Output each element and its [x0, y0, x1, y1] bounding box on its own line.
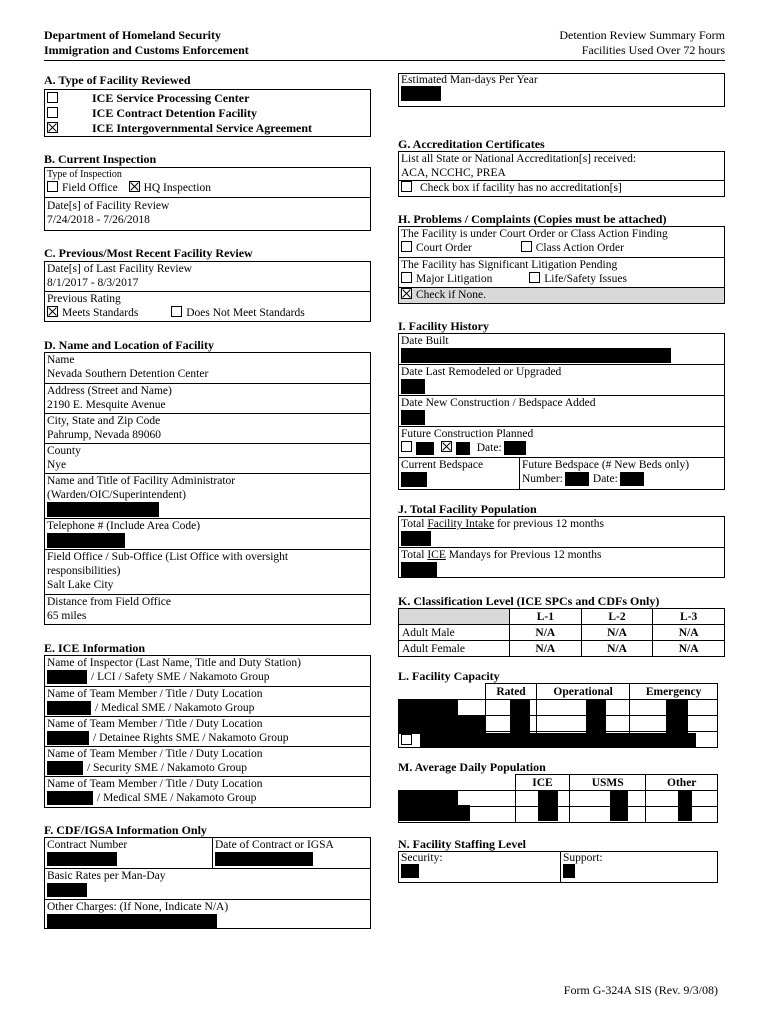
staffing-box	[398, 851, 718, 883]
redacted-block	[538, 791, 558, 821]
new-construction-label: Date New Construction / Bedspace Added	[401, 397, 596, 409]
redacted-block	[47, 533, 125, 548]
redacted-block	[398, 791, 458, 821]
county-label: County	[47, 445, 81, 457]
col-l3: L-3	[653, 609, 725, 625]
cdf-checkbox[interactable]	[47, 107, 58, 118]
distance-label: Distance from Field Office	[47, 596, 172, 608]
section-n-title: N. Facility Staffing Level	[398, 837, 526, 851]
redacted-block	[47, 791, 93, 805]
field-office-checkbox[interactable]	[47, 181, 58, 192]
distance-value: 65 miles	[47, 610, 87, 622]
redacted-block	[47, 731, 89, 745]
facility-name-value: Nevada Southern Detention Center	[47, 368, 209, 380]
inspector-label: Name of Inspector (Last Name, Title and Duty Station)	[47, 657, 301, 669]
option-igsa[interactable]: ICE Intergovernmental Service Agreement	[47, 121, 370, 136]
redacted-block	[47, 701, 91, 715]
redacted-block	[420, 733, 696, 747]
not-meets-checkbox[interactable]	[171, 306, 182, 317]
inspection-type-options: Field Office HQ Inspection	[47, 181, 368, 195]
section-m-title: M. Average Daily Population	[398, 760, 546, 774]
current-inspection-box	[44, 167, 371, 231]
redacted-block	[47, 761, 83, 775]
header-left	[44, 28, 249, 58]
redacted-block	[401, 864, 419, 878]
redacted-block	[401, 379, 425, 394]
form-subtitle: Facilities Used Over 72 hours	[581, 43, 725, 57]
hq-inspection-checkbox[interactable]	[129, 181, 140, 192]
table-row: Adult Female N/A N/A N/A	[399, 641, 725, 657]
classification-table	[398, 608, 725, 657]
table-row: Adult Male N/A N/A N/A	[399, 625, 725, 641]
section-f-title: F. CDF/IGSA Information Only	[44, 823, 207, 837]
redacted-block	[458, 716, 486, 734]
section-a-title: A. Type of Facility Reviewed	[44, 73, 191, 87]
facility-location-box: Name Nevada Southern Detention Center Address (Street and Name) 2190 E. Mesquite Avenue City, State and Zip Code Pahrump, Nevada 89060 County Nye Name and Title of Facility Administrator (Warden/OIC/Superintendent) Telephone # (Include Area Code) Field Office / Sub-Office (List Office with oversight responsibilities) Salt Lake City Distance from Field Office 65 miles	[44, 352, 371, 625]
field-office-label: Field Office / Sub-Office (List Office with oversight	[47, 551, 289, 563]
administrator-label: Name and Title of Facility Administrator	[47, 475, 236, 487]
court-order-checkbox[interactable]	[401, 241, 412, 252]
redacted-block	[586, 700, 606, 734]
inspector-value: / LCI / Safety SME / Nakamoto Group	[91, 671, 270, 683]
county-value: Nye	[47, 459, 67, 471]
redacted-block	[401, 531, 431, 546]
redacted-block	[620, 472, 644, 486]
team-member-label: Name of Team Member / Title / Duty Location	[47, 748, 263, 760]
team-member-label: Name of Team Member / Title / Duty Location	[47, 778, 263, 790]
ice-mandays-label: Total ICE Mandays for Previous 12 months	[401, 549, 602, 561]
section-j-title: J. Total Facility Population	[398, 502, 537, 516]
department-name: Department of Homeland Security	[44, 28, 221, 42]
other-charges-label: Other Charges: (If None, Indicate N/A)	[47, 901, 229, 913]
address-label: Address (Street and Name)	[47, 385, 172, 397]
review-dates-value: 7/24/2018 - 7/26/2018	[47, 214, 150, 226]
col-l1: L-1	[510, 609, 582, 625]
igsa-checkbox[interactable]	[47, 122, 58, 133]
city-label: City, State and Zip Code	[47, 415, 161, 427]
redacted-block	[401, 410, 425, 425]
col-l2: L-2	[581, 609, 653, 625]
problems-box: The Facility is under Court Order or Class Action Finding Court Order Class Action Order The Facility has Significant Litigation Pending Major Litigation Life/Safety Issues Check if None.	[398, 226, 725, 304]
population-box	[398, 516, 725, 578]
section-b-title: B. Current Inspection	[44, 152, 157, 166]
redacted-block	[563, 864, 575, 878]
redacted-block	[398, 700, 458, 734]
redacted-block	[504, 441, 526, 455]
team-member-value: / Detainee Rights SME / Nakamoto Group	[93, 732, 289, 744]
option-spc[interactable]: ICE Service Processing Center	[47, 91, 370, 106]
remodeled-label: Date Last Remodeled or Upgraded	[401, 366, 562, 378]
redacted-block	[401, 562, 437, 577]
last-review-value: 8/1/2017 - 8/3/2017	[47, 277, 139, 289]
capacity-table: Rated Operational Emergency	[398, 683, 718, 748]
section-g-title: G. Accreditation Certificates	[398, 137, 545, 151]
review-dates-label: Date[s] of Facility Review	[47, 200, 170, 212]
team-member-label: Name of Team Member / Title / Duty Location	[47, 688, 263, 700]
inspection-type-label: Type of Inspection	[47, 169, 122, 180]
redacted-block	[47, 852, 117, 866]
redacted-block	[416, 442, 434, 455]
redacted-block	[401, 86, 441, 101]
redacted-block	[565, 472, 589, 486]
ice-information-box	[44, 655, 371, 808]
section-i-title: I. Facility History	[398, 319, 489, 333]
support-label: Support:	[563, 852, 603, 864]
form-title: Detention Review Summary Form	[559, 28, 725, 42]
redacted-block	[458, 805, 470, 821]
meets-standards-checkbox[interactable]	[47, 306, 58, 317]
mandays-box	[398, 73, 725, 107]
security-label: Security:	[401, 852, 443, 864]
contract-number-label: Contract Number	[47, 839, 128, 851]
section-l-title: L. Facility Capacity	[398, 669, 500, 683]
accreditation-value: ACA, NCCHC, PREA	[401, 167, 506, 179]
mandays-label: Estimated Man-days Per Year	[401, 74, 538, 86]
accreditation-label: List all State or National Accreditation[s] received:	[401, 153, 637, 165]
date-built-label: Date Built	[401, 335, 449, 347]
class-action-checkbox[interactable]	[521, 241, 532, 252]
previous-review-box: Date[s] of Last Facility Review 8/1/2017 - 8/3/2017 Previous Rating Meets Standards Does Not Meet Standards	[44, 261, 371, 322]
redacted-block	[401, 472, 427, 487]
none-checkbox[interactable]	[401, 288, 412, 299]
future-no-checkbox[interactable]	[401, 441, 412, 452]
litigation-label: The Facility has Significant Litigation Pending	[401, 259, 618, 271]
redacted-block	[47, 914, 217, 928]
daily-population-table: ICE USMS Other	[398, 774, 718, 823]
facility-intake-label: Total Facility Intake for previous 12 months	[401, 518, 604, 530]
facility-history-box: Date Built Date Last Remodeled or Upgraded Date New Construction / Bedspace Added Future Construction Planned Date: Current Bedspace Future Bedspace (# New Beds only) Number: Date:	[398, 333, 725, 490]
redacted-block	[678, 791, 692, 821]
court-order-label: The Facility is under Court Order or Class Action Finding	[401, 228, 668, 240]
header-rule	[44, 60, 725, 61]
team-member-value: / Security SME / Nakamoto Group	[87, 762, 248, 774]
major-litigation-checkbox[interactable]	[401, 272, 412, 283]
redacted-block	[47, 883, 87, 897]
accreditation-box: List all State or National Accreditation[s] received: ACA, NCCHC, PREA Check box if facility has no accreditation[s]	[398, 151, 725, 197]
team-member-label: Name of Team Member / Title / Duty Location	[47, 718, 263, 730]
telephone-label: Telephone # (Include Area Code)	[47, 520, 201, 532]
header-right	[559, 28, 725, 58]
spc-checkbox[interactable]	[47, 92, 58, 103]
section-e-title: E. ICE Information	[44, 641, 146, 655]
redacted-block	[610, 791, 628, 821]
field-office-value: Salt Lake City	[47, 579, 114, 591]
city-value: Pahrump, Nevada 89060	[47, 429, 162, 441]
future-yes-checkbox[interactable]	[441, 441, 452, 452]
basic-rates-label: Basic Rates per Man-Day	[47, 870, 166, 882]
capacity-checkbox[interactable]	[401, 734, 412, 745]
future-bedspace-label: Future Bedspace (# New Beds only)	[522, 459, 690, 471]
contract-date-label: Date of Contract or IGSA	[215, 839, 334, 851]
address-value: 2190 E. Mesquite Avenue	[47, 399, 166, 411]
life-safety-checkbox[interactable]	[529, 272, 540, 283]
section-d-title: D. Name and Location of Facility	[44, 338, 214, 352]
section-c-title: C. Previous/Most Recent Facility Review	[44, 246, 253, 260]
redacted-block	[47, 670, 87, 684]
option-cdf[interactable]: ICE Contract Detention Facility	[47, 106, 370, 121]
redacted-block	[47, 502, 159, 517]
section-k-title: K. Classification Level (ICE SPCs and CDFs Only)	[398, 594, 660, 608]
facility-name-label: Name	[47, 354, 75, 366]
team-member-value: / Medical SME / Nakamoto Group	[95, 702, 255, 714]
redacted-block	[401, 348, 671, 363]
previous-rating-label: Previous Rating	[47, 293, 121, 305]
team-member-value: / Medical SME / Nakamoto Group	[97, 792, 257, 804]
redacted-block	[666, 700, 688, 734]
agency-name: Immigration and Customs Enforcement	[44, 43, 249, 57]
current-bedspace-label: Current Bedspace	[401, 459, 484, 471]
no-accreditation-checkbox[interactable]	[401, 181, 412, 192]
form-number: Form G-324A SIS (Rev. 9/3/08)	[563, 983, 718, 997]
future-construction-label: Future Construction Planned	[401, 428, 534, 440]
cdf-igsa-box	[44, 837, 371, 929]
section-h-title: H. Problems / Complaints (Copies must be attached)	[398, 212, 667, 226]
last-review-label: Date[s] of Last Facility Review	[47, 263, 192, 275]
redacted-block	[510, 700, 530, 734]
facility-type-box	[44, 89, 371, 137]
redacted-block	[215, 852, 313, 866]
redacted-block	[456, 442, 470, 455]
